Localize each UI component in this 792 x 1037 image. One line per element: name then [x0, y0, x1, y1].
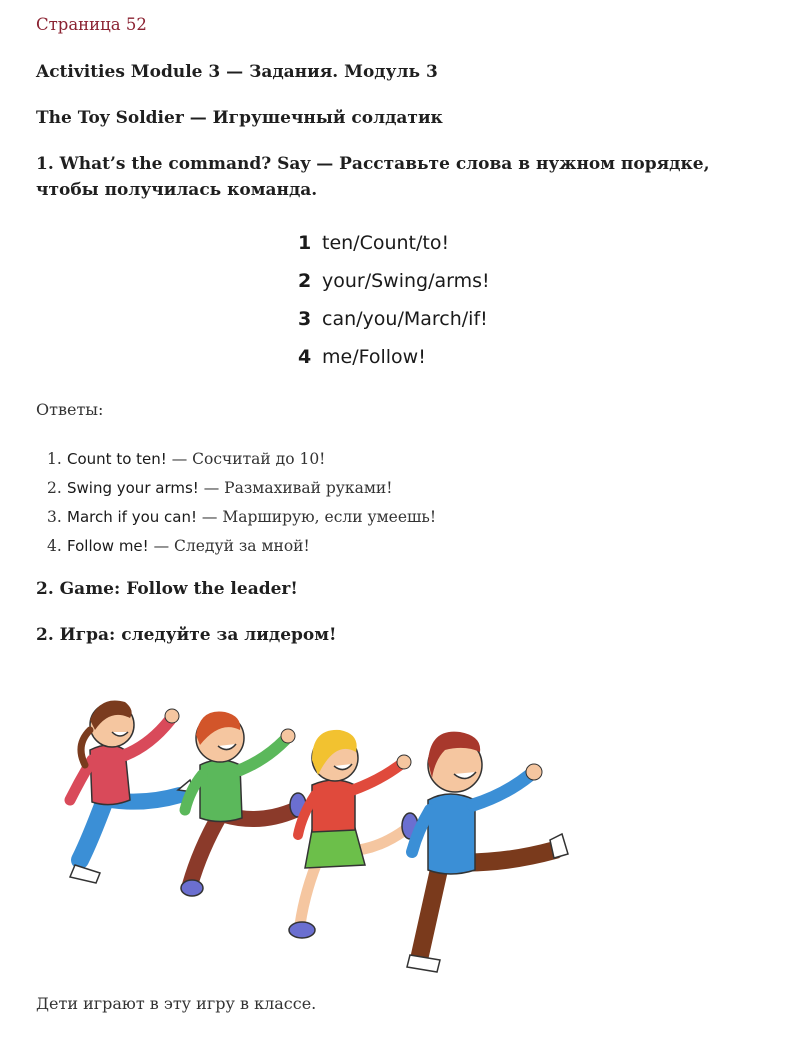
answer-item — [47, 505, 436, 534]
exercise-text: ten/Count/to! — [322, 232, 450, 254]
answer-russian: — Следуй за мной! — [148, 537, 310, 555]
answer-english: Count to ten! — [67, 450, 167, 468]
answer-item — [47, 476, 436, 505]
child-boy-green — [181, 711, 306, 896]
answer-russian: — Марширую, если умеешь! — [197, 508, 437, 526]
answer-russian: — Размахивай руками! — [198, 479, 393, 497]
answer-number: 2. — [47, 479, 62, 497]
answer-english: Swing your arms! — [67, 479, 199, 497]
answer-item — [47, 447, 436, 476]
answer-english: March if you can! — [67, 508, 197, 526]
task2-heading-russian: 2. Игра: следуйте за лидером! — [36, 625, 337, 645]
story-heading: The Toy Soldier — Игрушечный солдатик — [36, 108, 443, 128]
task1-heading: 1. What’s the command? Say — Расставьте слова в нужном порядке, чтобы получилась команда. — [36, 154, 710, 200]
exercise-item — [298, 229, 490, 267]
exercise-text: your/Swing/arms! — [322, 270, 490, 292]
children-marching-illustration — [50, 690, 580, 985]
module-heading: Activities Module 3 — Задания. Модуль 3 — [36, 62, 438, 82]
exercise-number: 1 — [298, 232, 312, 254]
child-boy-blue — [407, 732, 568, 972]
page-breadcrumb[interactable]: Страница 52 — [36, 15, 147, 34]
answer-english: Follow me! — [67, 537, 149, 555]
exercise-item — [298, 267, 490, 305]
exercise-number: 3 — [298, 308, 312, 330]
answer-russian: — Сосчитай до 10! — [166, 450, 326, 468]
answers-list — [47, 447, 436, 563]
illustration-caption: Дети играют в эту игру в классе. — [36, 994, 317, 1013]
exercise-number: 4 — [298, 346, 312, 368]
exercise-number: 2 — [298, 270, 312, 292]
answer-number: 4. — [47, 537, 62, 555]
child-girl-red — [289, 730, 418, 938]
exercise-item — [298, 305, 490, 343]
answer-item — [47, 534, 436, 563]
exercise-text: can/you/March/if! — [322, 308, 488, 330]
task2-heading-english: 2. Game: Follow the leader! — [36, 579, 298, 599]
child-girl-pink — [70, 700, 194, 883]
exercise-list — [298, 229, 490, 381]
exercise-item — [298, 343, 490, 381]
exercise-text: me/Follow! — [322, 346, 426, 368]
answer-number: 3. — [47, 508, 62, 526]
answer-number: 1. — [47, 450, 62, 468]
answers-label: Ответы: — [36, 400, 104, 419]
